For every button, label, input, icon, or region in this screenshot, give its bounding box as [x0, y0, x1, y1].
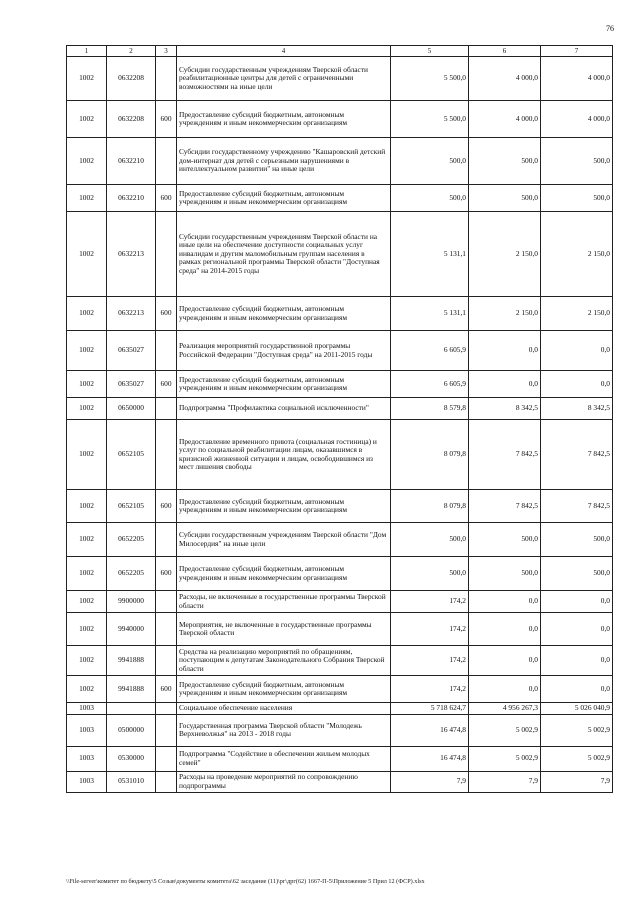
- amount-col-5: 5 718 624,7: [391, 703, 469, 715]
- table-row: [67, 676, 613, 703]
- amount-col-6: 4 956 267,3: [469, 703, 541, 715]
- amount-col-6: 500,0: [469, 557, 541, 591]
- amount-col-7: 0,0: [541, 646, 613, 676]
- amount-col-7: 2 150,0: [541, 212, 613, 297]
- table-row: [67, 398, 613, 420]
- target-code: 0632213: [107, 212, 156, 297]
- amount-col-6: 0,0: [469, 591, 541, 613]
- amount-col-7: 7 842,5: [541, 490, 613, 523]
- expense-type: 600: [156, 297, 177, 331]
- target-code: 9940000: [107, 613, 156, 646]
- section-code: 1002: [67, 297, 107, 331]
- amount-col-5: 174,2: [391, 676, 469, 703]
- header-col-4: 4: [177, 46, 391, 57]
- table-row: [67, 57, 613, 101]
- expense-type: [156, 771, 177, 792]
- amount-col-5: 8 079,8: [391, 420, 469, 490]
- target-code: 0632208: [107, 101, 156, 138]
- amount-col-5: 500,0: [391, 557, 469, 591]
- item-name: Подпрограмма "Профилактика социальной исключенности": [177, 398, 391, 420]
- amount-col-5: 6 605,9: [391, 371, 469, 398]
- amount-col-7: 5 002,9: [541, 746, 613, 771]
- expense-type: 600: [156, 185, 177, 212]
- amount-col-6: 7,9: [469, 771, 541, 792]
- table-header-row: [67, 46, 613, 57]
- target-code: 0635027: [107, 371, 156, 398]
- amount-col-6: 5 002,9: [469, 714, 541, 746]
- amount-col-5: 500,0: [391, 185, 469, 212]
- table-row: [67, 771, 613, 792]
- section-code: 1002: [67, 331, 107, 371]
- section-code: 1002: [67, 212, 107, 297]
- amount-col-7: 500,0: [541, 523, 613, 557]
- amount-col-7: 0,0: [541, 371, 613, 398]
- amount-col-5: 16 474,8: [391, 746, 469, 771]
- section-code: 1003: [67, 703, 107, 715]
- section-code: 1002: [67, 420, 107, 490]
- amount-col-6: 5 002,9: [469, 746, 541, 771]
- expense-type: [156, 138, 177, 185]
- target-code: 0632208: [107, 57, 156, 101]
- table-row: [67, 591, 613, 613]
- expense-type: [156, 613, 177, 646]
- table-row: [67, 420, 613, 490]
- item-name: Мероприятия, не включенные в государственные программы Тверской области: [177, 613, 391, 646]
- amount-col-6: 4 000,0: [469, 57, 541, 101]
- item-name: Предоставление субсидий бюджетным, автономным учреждениям и иным некоммерческим организациям: [177, 557, 391, 591]
- amount-col-7: 0,0: [541, 331, 613, 371]
- amount-col-5: 174,2: [391, 646, 469, 676]
- amount-col-5: 5 131,1: [391, 212, 469, 297]
- amount-col-5: 174,2: [391, 613, 469, 646]
- header-col-7: 7: [541, 46, 613, 57]
- amount-col-7: 0,0: [541, 591, 613, 613]
- expense-type: 600: [156, 676, 177, 703]
- target-code: 0632213: [107, 297, 156, 331]
- target-code: 9900000: [107, 591, 156, 613]
- item-name: Подпрограмма "Содействие в обеспечении жильем молодых семей": [177, 746, 391, 771]
- table-row: [67, 646, 613, 676]
- amount-col-6: 7 842,5: [469, 490, 541, 523]
- amount-col-6: 500,0: [469, 523, 541, 557]
- budget-table: [66, 45, 613, 793]
- section-code: 1002: [67, 371, 107, 398]
- section-code: 1002: [67, 523, 107, 557]
- target-code: 0632210: [107, 138, 156, 185]
- amount-col-5: 5 131,1: [391, 297, 469, 331]
- amount-col-7: 5 026 040,9: [541, 703, 613, 715]
- expense-type: [156, 703, 177, 715]
- table-row: [67, 212, 613, 297]
- item-name: Предоставление субсидий бюджетным, автономным учреждениям и иным некоммерческим организациям: [177, 371, 391, 398]
- amount-col-6: 7 842,5: [469, 420, 541, 490]
- section-code: 1002: [67, 138, 107, 185]
- expense-type: [156, 398, 177, 420]
- table-row: [67, 714, 613, 746]
- item-name: Предоставление временного приюта (социальная гостиница) и услуг по социальной реабилитации лицам, оказавшимся в кризисной жизненной ситуации и лицам, освободившимся из мест лишения свободы: [177, 420, 391, 490]
- table-row: [67, 613, 613, 646]
- expense-type: [156, 212, 177, 297]
- amount-col-6: 0,0: [469, 371, 541, 398]
- item-name: Расходы, не включенные в государственные программы Тверской области: [177, 591, 391, 613]
- section-code: 1003: [67, 714, 107, 746]
- item-name: Субсидии государственным учреждениям Тверской области на иные цели на обеспечение доступности социальных услуг инвалидам и другим маломобильным группам населения в рамках региональной программы Тверской области "Доступная среда" на 2014-2015 годы: [177, 212, 391, 297]
- section-code: 1002: [67, 591, 107, 613]
- section-code: 1003: [67, 746, 107, 771]
- amount-col-6: 0,0: [469, 646, 541, 676]
- table-row: [67, 490, 613, 523]
- table-row: [67, 746, 613, 771]
- section-code: 1002: [67, 490, 107, 523]
- expense-type: [156, 746, 177, 771]
- header-col-1: 1: [67, 46, 107, 57]
- target-code: 0652205: [107, 557, 156, 591]
- section-code: 1002: [67, 613, 107, 646]
- expense-type: 600: [156, 101, 177, 138]
- amount-col-7: 2 150,0: [541, 297, 613, 331]
- amount-col-7: 0,0: [541, 613, 613, 646]
- amount-col-7: 500,0: [541, 185, 613, 212]
- amount-col-5: 8 579,8: [391, 398, 469, 420]
- table-row: [67, 297, 613, 331]
- amount-col-6: 0,0: [469, 613, 541, 646]
- expense-type: [156, 646, 177, 676]
- item-name: Субсидии государственным учреждениям Тверской области реабилитационные центры для детей с ограниченными возможностями на иные цели: [177, 57, 391, 101]
- amount-col-5: 6 605,9: [391, 331, 469, 371]
- expense-type: [156, 523, 177, 557]
- target-code: 0531010: [107, 771, 156, 792]
- target-code: 9941888: [107, 676, 156, 703]
- amount-col-7: 0,0: [541, 676, 613, 703]
- target-code: 0652205: [107, 523, 156, 557]
- amount-col-5: 5 500,0: [391, 57, 469, 101]
- amount-col-5: 7,9: [391, 771, 469, 792]
- amount-col-7: 500,0: [541, 138, 613, 185]
- expense-type: [156, 57, 177, 101]
- item-name: Расходы на проведение мероприятий по сопровождению подпрограммы: [177, 771, 391, 792]
- expense-type: 600: [156, 490, 177, 523]
- expense-type: [156, 331, 177, 371]
- amount-col-5: 16 474,8: [391, 714, 469, 746]
- table-row: [67, 557, 613, 591]
- item-name: Предоставление субсидий бюджетным, автономным учреждениям и иным некоммерческим организациям: [177, 297, 391, 331]
- expense-type: [156, 591, 177, 613]
- section-code: 1002: [67, 557, 107, 591]
- amount-col-7: 500,0: [541, 557, 613, 591]
- item-name: Субсидии государственным учреждениям Тверской области "Дом Милосердия" на иные цели: [177, 523, 391, 557]
- table-row: [67, 101, 613, 138]
- amount-col-6: 2 150,0: [469, 297, 541, 331]
- expense-type: [156, 714, 177, 746]
- file-path-footer: \\File-server\комитет по бюджету\5 Созыв\документы комитета\62 заседание (11)\рг\дрг(62) 1667-П-5\Приложение 5 Прил 12 (ФСР).xlsx: [66, 878, 425, 885]
- amount-col-6: 4 000,0: [469, 101, 541, 138]
- table-row: [67, 331, 613, 371]
- amount-col-6: 0,0: [469, 676, 541, 703]
- amount-col-7: 4 000,0: [541, 101, 613, 138]
- header-col-6: 6: [469, 46, 541, 57]
- section-code: 1002: [67, 646, 107, 676]
- section-code: 1003: [67, 771, 107, 792]
- amount-col-5: 500,0: [391, 523, 469, 557]
- item-name: Государственная программа Тверской области "Молодежь Верхневолжья" на 2013 - 2018 годы: [177, 714, 391, 746]
- target-code: 0500000: [107, 714, 156, 746]
- target-code: [107, 703, 156, 715]
- item-name: Предоставление субсидий бюджетным, автономным учреждениям и иным некоммерческим организациям: [177, 185, 391, 212]
- table-row: [67, 185, 613, 212]
- section-code: 1002: [67, 57, 107, 101]
- header-col-5: 5: [391, 46, 469, 57]
- header-col-3: 3: [156, 46, 177, 57]
- table-row: [67, 523, 613, 557]
- amount-col-5: 174,2: [391, 591, 469, 613]
- amount-col-6: 2 150,0: [469, 212, 541, 297]
- item-name: Предоставление субсидий бюджетным, автономным учреждениям и иным некоммерческим организациям: [177, 101, 391, 138]
- amount-col-6: 8 342,5: [469, 398, 541, 420]
- section-code: 1002: [67, 676, 107, 703]
- expense-type: [156, 420, 177, 490]
- item-name: Средства на реализацию мероприятий по обращениям, поступающим к депутатам Законодательного Собрания Тверской области: [177, 646, 391, 676]
- expense-type: 600: [156, 557, 177, 591]
- table-row: [67, 138, 613, 185]
- amount-col-7: 4 000,0: [541, 57, 613, 101]
- amount-col-7: 5 002,9: [541, 714, 613, 746]
- item-name: Субсидии государственному учреждению "Кашаровский детский дом-интернат для детей с серьезными нарушениями в интеллектуальном развитии" на иные цели: [177, 138, 391, 185]
- target-code: 9941888: [107, 646, 156, 676]
- amount-col-7: 7,9: [541, 771, 613, 792]
- target-code: 0530000: [107, 746, 156, 771]
- target-code: 0650000: [107, 398, 156, 420]
- amount-col-5: 5 500,0: [391, 101, 469, 138]
- page-number: 76: [606, 24, 614, 33]
- amount-col-5: 500,0: [391, 138, 469, 185]
- header-col-2: 2: [107, 46, 156, 57]
- amount-col-6: 0,0: [469, 331, 541, 371]
- item-name: Реализация мероприятий государственной программы Российской Федерации "Доступная среда" на 2011-2015 годы: [177, 331, 391, 371]
- amount-col-5: 8 079,8: [391, 490, 469, 523]
- target-code: 0632210: [107, 185, 156, 212]
- item-name: Предоставление субсидий бюджетным, автономным учреждениям и иным некоммерческим организациям: [177, 490, 391, 523]
- target-code: 0635027: [107, 331, 156, 371]
- amount-col-7: 7 842,5: [541, 420, 613, 490]
- table-row: [67, 703, 613, 715]
- item-name: Социальное обеспечение населения: [177, 703, 391, 715]
- amount-col-7: 8 342,5: [541, 398, 613, 420]
- amount-col-6: 500,0: [469, 185, 541, 212]
- expense-type: 600: [156, 371, 177, 398]
- target-code: 0652105: [107, 420, 156, 490]
- amount-col-6: 500,0: [469, 138, 541, 185]
- item-name: Предоставление субсидий бюджетным, автономным учреждениям и иным некоммерческим организациям: [177, 676, 391, 703]
- section-code: 1002: [67, 185, 107, 212]
- table-row: [67, 371, 613, 398]
- target-code: 0652105: [107, 490, 156, 523]
- section-code: 1002: [67, 398, 107, 420]
- section-code: 1002: [67, 101, 107, 138]
